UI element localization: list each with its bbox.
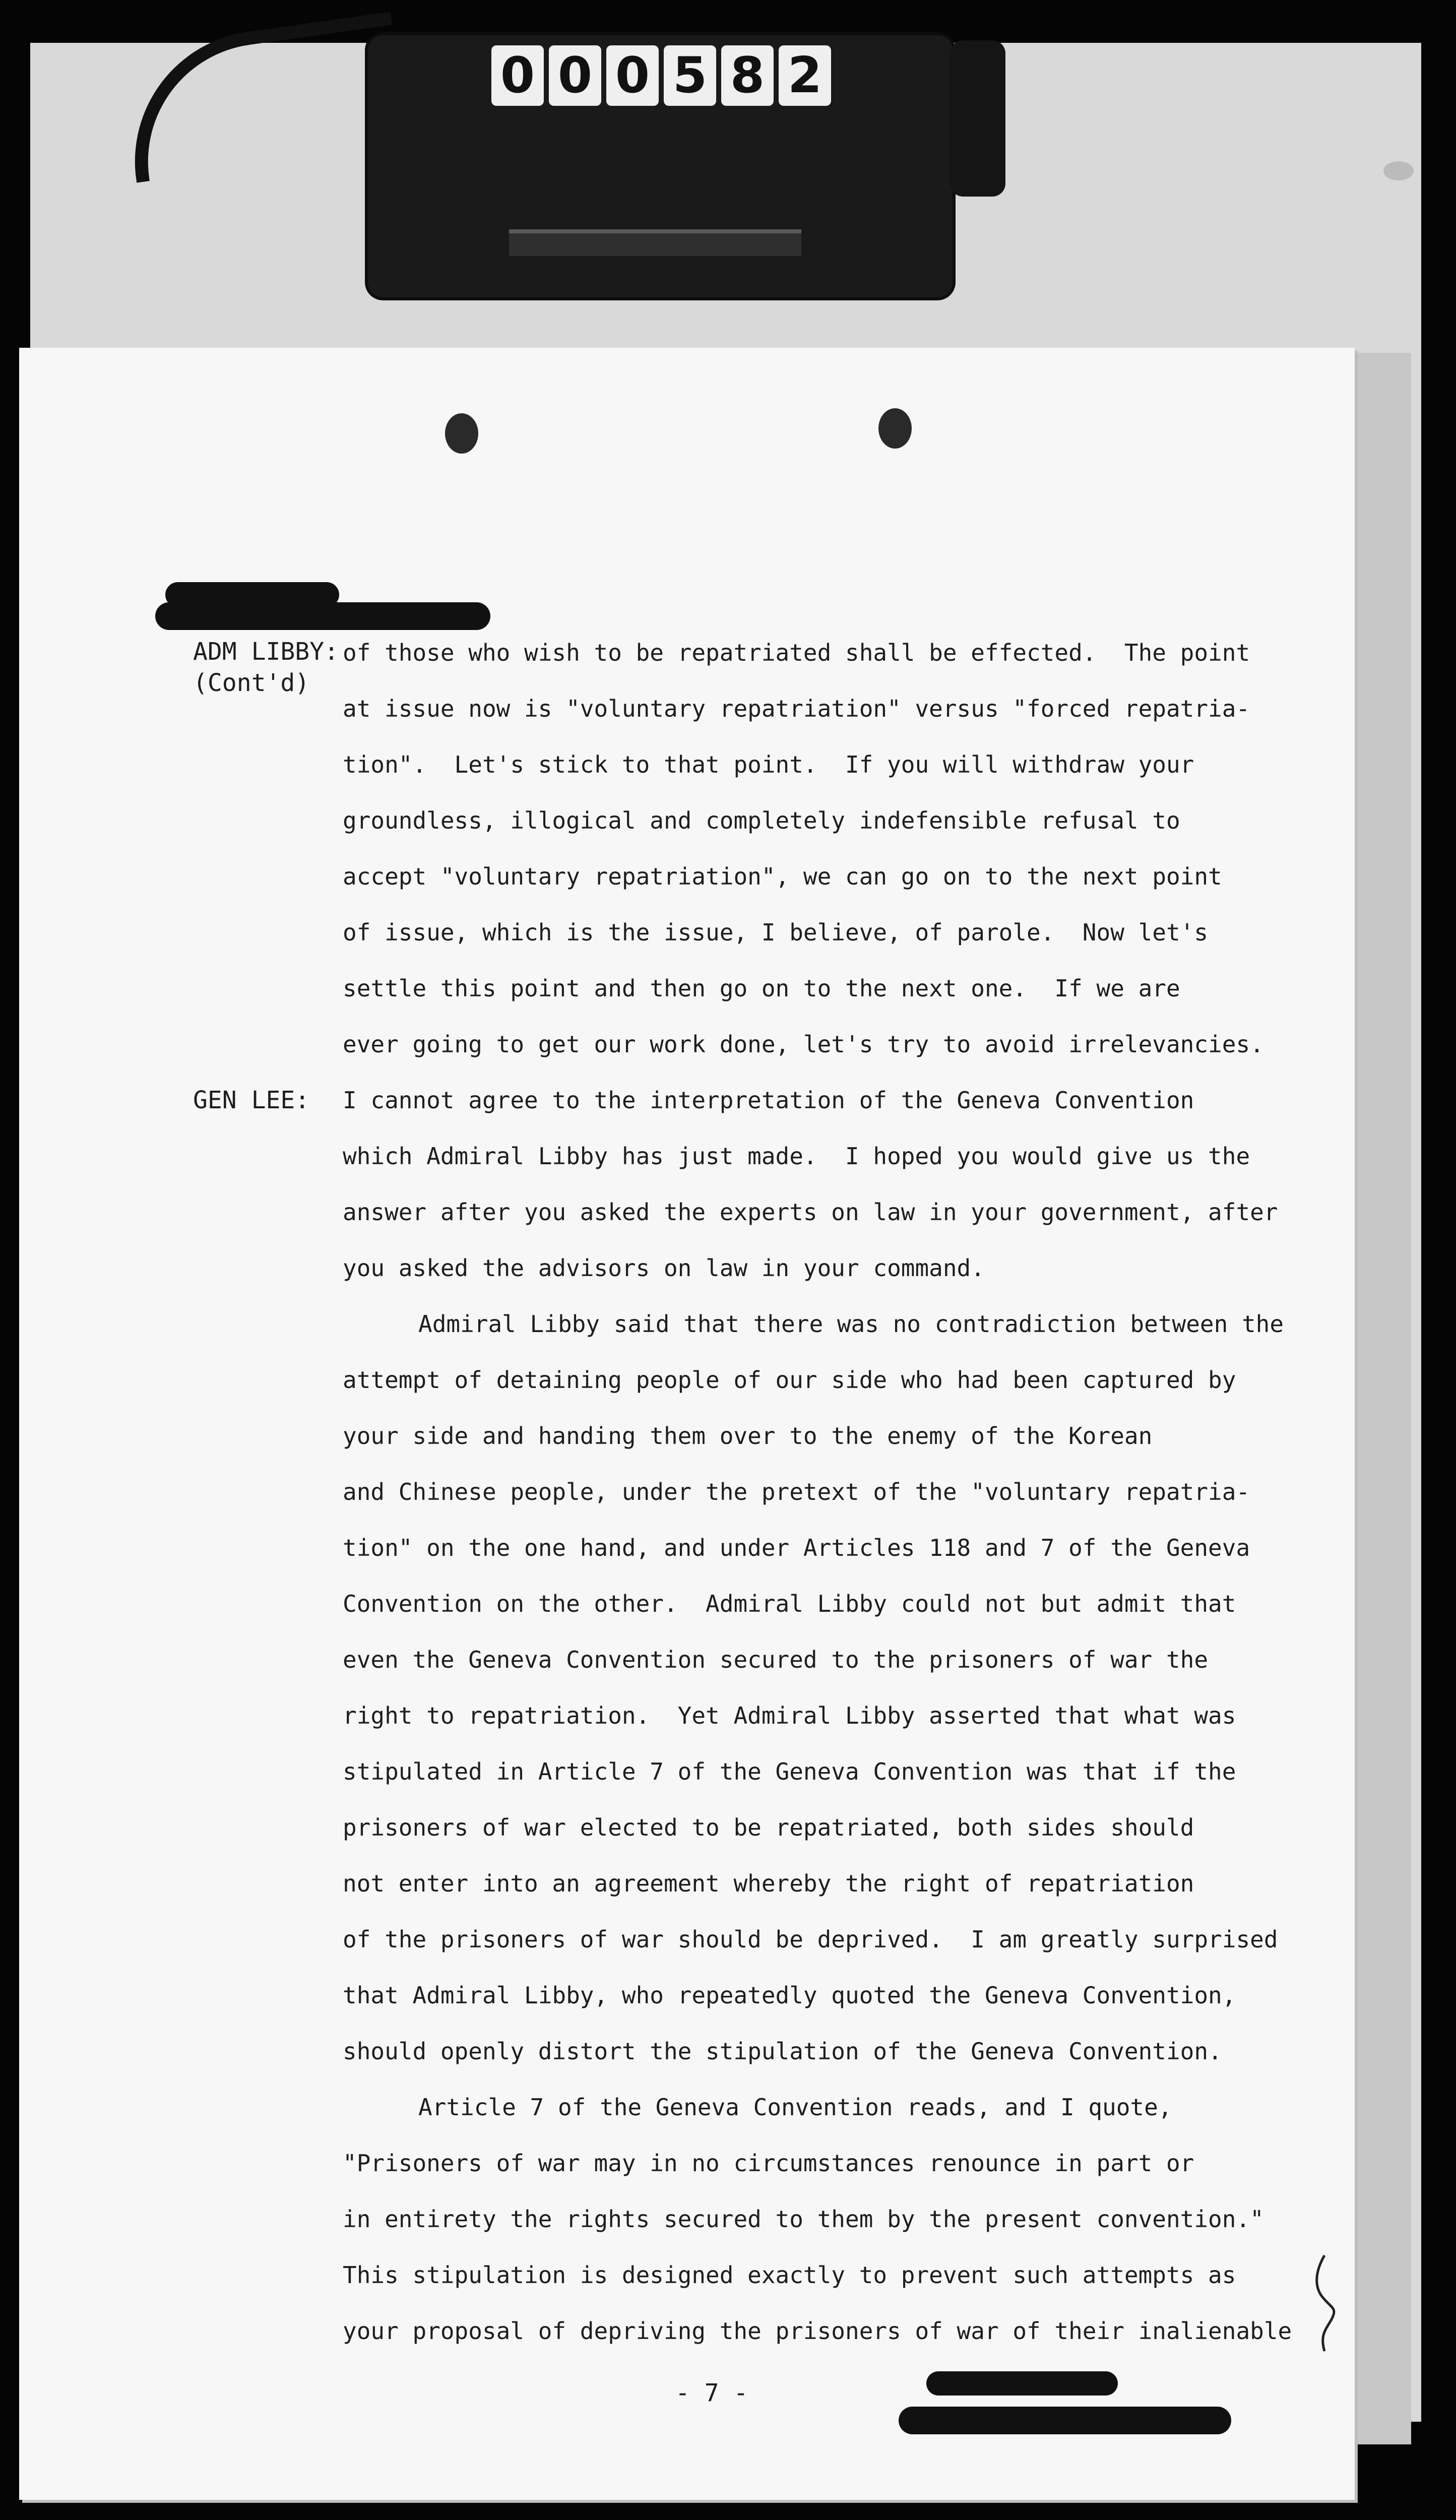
text-line: your proposal of depriving the prisoners of war of their inalienable [343, 2317, 1292, 2345]
counter-digit: 2 [779, 45, 831, 106]
text-line: Convention on the other. Admiral Libby could not but admit that [343, 1590, 1236, 1617]
text-line: not enter into an agreement whereby the right of repatriation [343, 1870, 1194, 1897]
text-line: at issue now is "voluntary repatriation" versus "forced repatria- [343, 695, 1250, 722]
counter-knob [950, 40, 1005, 197]
counter-digits [491, 45, 831, 113]
text-line: which Admiral Libby has just made. I hoped you would give us the [343, 1143, 1250, 1170]
text-line: tion". Let's stick to that point. If you will withdraw your [343, 751, 1194, 778]
text-line: groundless, illogical and completely indefensible refusal to [343, 807, 1180, 834]
punch-hole-left [445, 413, 478, 454]
speaker-gen-lee: GEN LEE: [193, 1086, 310, 1114]
text-line: Admiral Libby said that there was no contradiction between the [418, 1310, 1284, 1338]
page-number: - 7 - [675, 2379, 748, 2407]
text-line: and Chinese people, under the pretext of the "voluntary repatria- [343, 1478, 1250, 1505]
redaction-bar [926, 2371, 1118, 2396]
text-line: even the Geneva Convention secured to the prisoners of war the [343, 1646, 1209, 1673]
text-line: of those who wish to be repatriated shall be effected. The point [343, 639, 1250, 666]
text-line: prisoners of war elected to be repatriated, both sides should [343, 1814, 1194, 1841]
counter-slot [509, 229, 801, 256]
text-line: stipulated in Article 7 of the Geneva Convention was that if the [343, 1758, 1236, 1785]
counter-digit: 5 [664, 45, 716, 106]
backing-board-edge [1351, 353, 1411, 2444]
text-line: This stipulation is designed exactly to prevent such attempts as [343, 2261, 1236, 2289]
counter-digit: 0 [606, 45, 659, 106]
text-line: that Admiral Libby, who repeatedly quoted the Geneva Convention, [343, 1982, 1236, 2009]
text-line: should openly distort the stipulation of the Geneva Convention. [343, 2038, 1222, 2065]
counter-digit: 0 [549, 45, 601, 106]
text-line: "Prisoners of war may in no circumstances renounce in part or [343, 2150, 1194, 2177]
text-line: Article 7 of the Geneva Convention reads, and I quote, [418, 2094, 1172, 2121]
text-line: answer after you asked the experts on law in your government, after [343, 1199, 1278, 1226]
text-line: tion" on the one hand, and under Articles 118 and 7 of the Geneva [343, 1534, 1250, 1561]
text-line: I cannot agree to the interpretation of the Geneva Convention [343, 1087, 1194, 1114]
text-line: attempt of detaining people of our side who had been captured by [343, 1366, 1236, 1394]
text-line: accept "voluntary repatriation", we can go on to the next point [343, 863, 1222, 890]
counter-digit: 0 [491, 45, 544, 106]
dust-speck [1383, 161, 1414, 180]
redaction-bar [899, 2407, 1231, 2434]
punch-hole-right [878, 408, 912, 449]
speaker-adm-libby: ADM LIBBY: [193, 638, 339, 666]
text-line: in entirety the rights secured to them by the present convention." [343, 2206, 1264, 2233]
text-line: ever going to get our work done, let's try to avoid irrelevancies. [343, 1031, 1264, 1058]
text-line: you asked the advisors on law in your command. [343, 1254, 985, 1282]
text-line: of the prisoners of war should be deprived. I am greatly surprised [343, 1926, 1278, 1953]
text-line: settle this point and then go on to the next one. If we are [343, 975, 1180, 1002]
counter-digit: 8 [721, 45, 774, 106]
text-line: right to repatriation. Yet Admiral Libby asserted that what was [343, 1702, 1236, 1729]
text-line: your side and handing them over to the enemy of the Korean [343, 1422, 1153, 1450]
speaker-continued: (Cont'd) [193, 669, 310, 697]
text-line: of issue, which is the issue, I believe, of parole. Now let's [343, 919, 1209, 946]
transcript-body [343, 625, 1346, 2359]
